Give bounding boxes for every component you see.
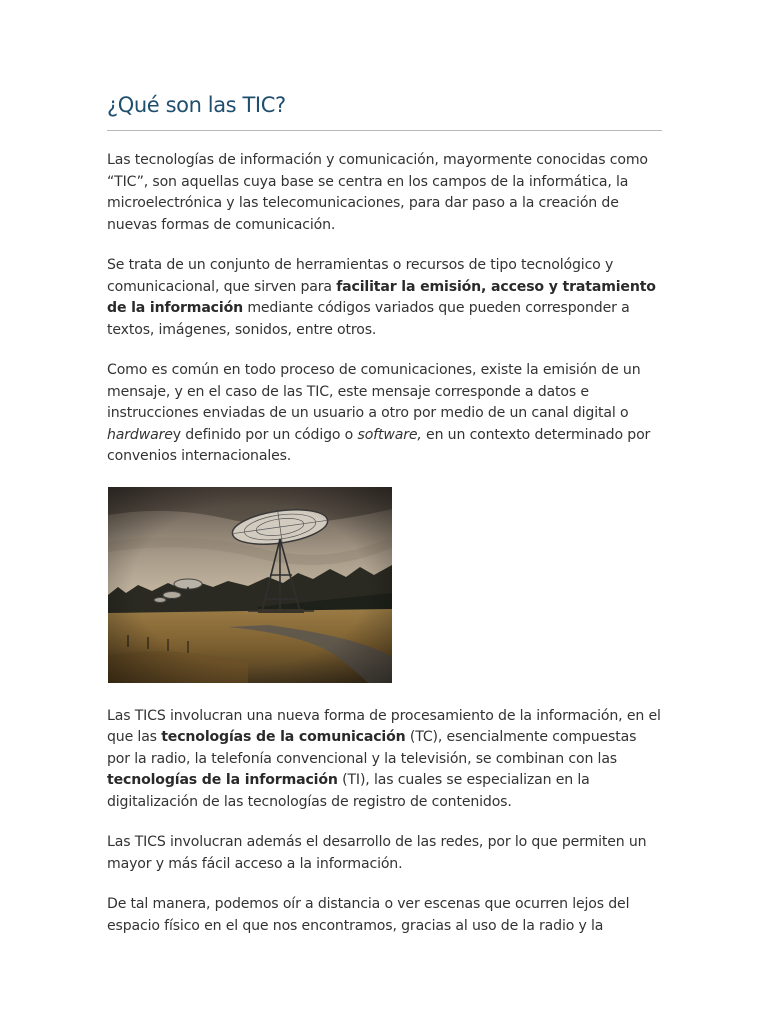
paragraph-3-italic-software: software, [357, 426, 422, 443]
paragraph-2-text-c: mediante códigos variados que pueden corresponder a textos, imágenes, sonidos, entre otros. [107, 300, 630, 338]
paragraph-4 [107, 706, 662, 814]
paragraph-4-text-a: Las TICS involucran una nueva forma de procesamiento de la información, en el que las [107, 707, 661, 745]
paragraph-1: Las tecnologías de información y comunicación, mayormente conocidas como “TIC”, son aquellas cuya base se centra en los campos de la informática, la microelectrónica y las telecomunicaciones, para dar paso a la creación de nuevas formas de comunicación. [107, 152, 648, 233]
paragraph-6: De tal manera, podemos oír a distancia o ver escenas que ocurren lejos del espacio físico en el que nos encontramos, gracias al uso de la radio y la [107, 896, 630, 934]
paragraph-4-text-e: (TI), las cuales se especializan en la digitalización de las tecnologías de registro de contenidos. [107, 772, 590, 810]
paragraph-2-text-a: Se trata de un conjunto de herramientas o recursos de tipo tecnológico y comunicacional, que sirven para [107, 257, 614, 295]
paragraph-3-text-e: en un contexto determinado por convenios internacionales. [107, 426, 651, 464]
article [107, 88, 662, 956]
title-divider [107, 130, 662, 131]
paragraph-3 [107, 360, 662, 468]
paragraph-3-text-a: Como es común en todo proceso de comunicaciones, existe la emisión de un mensaje, y en el caso de las TIC, este mensaje corresponde a datos e instrucciones enviadas de un usuario a otro por medio de un canal digital o [107, 362, 641, 421]
paragraph-2-bold: facilitar la emisión, acceso y tratamiento de la información [107, 278, 656, 316]
paragraph-4-bold-tc: tecnologías de la comunicación [161, 729, 406, 745]
paragraph-3-italic-hardware: hardware [107, 426, 173, 443]
radio-telescope-photo [108, 487, 392, 683]
paragraph-2 [107, 255, 662, 341]
paragraph-3-text-c: y definido por un código o [172, 426, 358, 443]
paragraph-4-bold-ti: tecnologías de la información [107, 772, 338, 788]
paragraph-4-text-c: (TC), esencialmente compuestas por la radio, la telefonía convencional y la televisión, se combinan con las [107, 729, 637, 767]
page-title: ¿Qué son las TIC? [107, 93, 286, 117]
paragraph-5: Las TICS involucran además el desarrollo de las redes, por lo que permiten un mayor y más fácil acceso a la información. [107, 834, 647, 872]
